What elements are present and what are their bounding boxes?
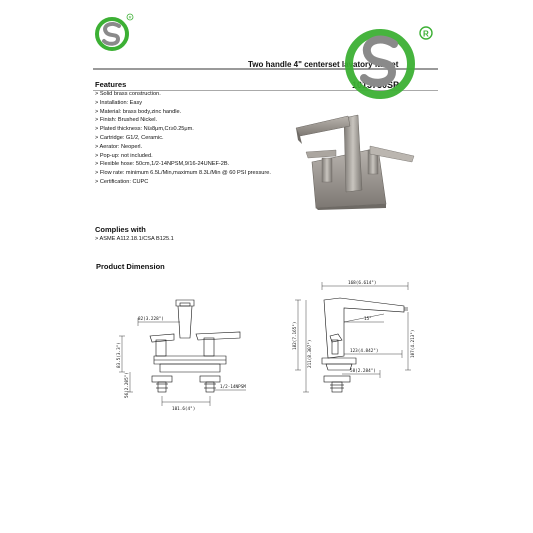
feature-item: > Pop-up: not included. [95,152,153,159]
front-dim-101: 101.6(4") [172,407,196,412]
feature-item: > Solid brass construction. [95,91,161,97]
feature-item: > Aerator: Neoperl. [95,143,143,150]
front-dim-82: 82(3.228") [138,317,164,322]
front-view-drawing [110,280,270,420]
complies-item: > ASME A112.18.1/CSA B125.1 [95,236,174,242]
overlay-logo [344,22,439,102]
front-dim-56: 56(2.205") [125,372,130,398]
front-dim-thread: 1/2-14NPSM [220,385,246,390]
feature-item: > Plated thickness: Ni≥8μm,Cr≥0.25μm. [95,126,194,133]
complies-heading: Complies with [95,225,146,234]
side-dim-58: 58(2.284") [350,369,376,374]
front-view-svg [110,280,270,420]
side-view-drawing [284,278,444,420]
front-dim-83: 83.5(3.3") [117,342,122,368]
side-view-svg [284,278,444,420]
side-dim-angle: 15° [364,317,372,322]
brand-logo-icon [93,12,135,54]
feature-item: > Flexible hose: 50cm,1/2-14NPSM,9/16-24UNEF-2B. [95,161,230,168]
brand-logo [93,12,135,54]
side-dim-168: 168(6.614") [348,281,377,286]
side-dim-182: 182(7.165") [293,321,298,350]
document-title: Two handle 4" centerset lavatory faucet [248,60,399,69]
dimension-heading: Product Dimension [96,262,165,271]
features-list [95,90,271,187]
feature-item: > Material: brass body,zinc handle. [95,108,182,115]
feature-item: > Cartridge: G1/2, Ceramic. [95,134,164,141]
model-number: 1013730SP [352,80,400,90]
feature-item: > Finish: Brushed Nickel. [95,117,158,124]
side-dim-107: 107(4.213") [411,329,416,358]
feature-item: > Certification: CUPC [95,178,149,185]
svg-text:R: R [423,29,429,39]
features-heading: Features [95,80,127,89]
feature-item: > Installation: Easy [95,99,143,106]
feature-item: > Flow rate: minimum 6.5L/Min,maximum 8.3L/Min @ 60 PSI pressure. [95,170,271,177]
side-dim-123: 123(4.842") [350,349,379,354]
overlay-logo-icon [344,22,439,102]
side-dim-211: 211(8.307") [308,339,313,368]
svg-text:R: R [128,14,132,20]
product-photo [286,100,426,210]
faucet-photo-icon [286,100,426,210]
